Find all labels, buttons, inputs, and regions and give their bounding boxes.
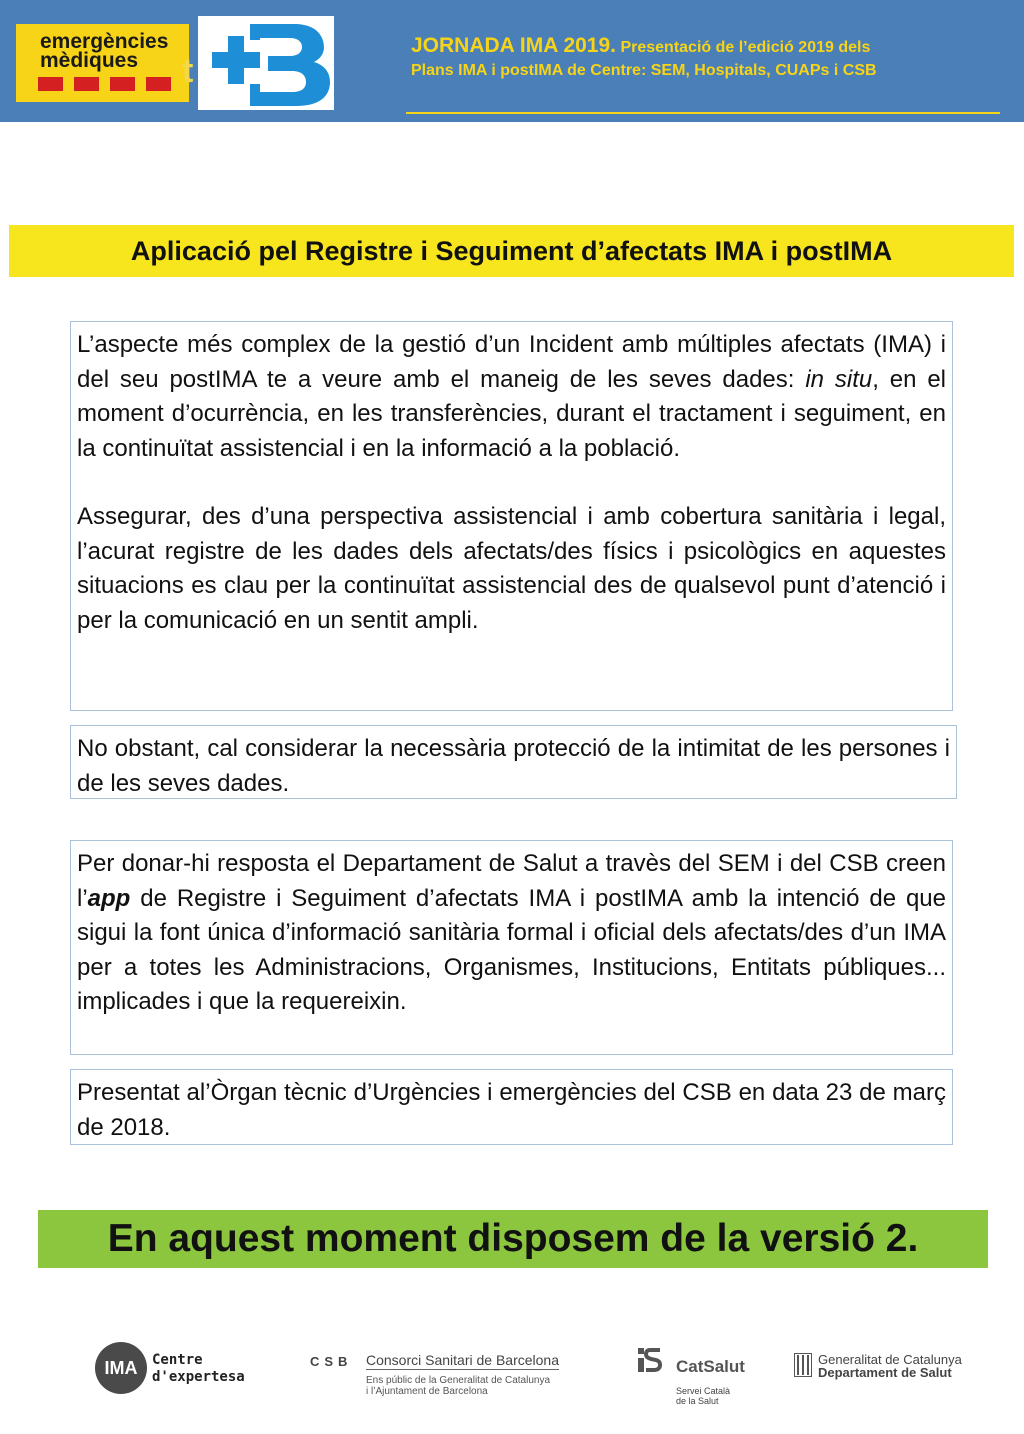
- catsalut-name: CatSalut: [676, 1357, 745, 1376]
- sem-logo-line2: mèdiques: [40, 49, 139, 72]
- italic-in-situ: in situ: [805, 365, 873, 393]
- catsalut-subtitle: Servei Català de la Salut: [676, 1386, 731, 1406]
- app-paragraph: Per donar-hi resposta el Departament de Salut a travès del SEM i del CSB creen l’app de Registre i Seguiment d’afectats IMA i postIMA amb la intenció de que sigui la font única d’informació sanitària formal i oficial dels afectats/des d’un IMA per a totes les Administracions, Organismes, Institucions, Entitats públiques... implicades i que la requereixin.: [77, 850, 946, 1015]
- catsalut-icon: [638, 1344, 666, 1376]
- text-box-presented: [70, 1069, 953, 1145]
- plus-b-logo: [198, 16, 334, 110]
- event-title-main: JORNADA IMA 2019.: [411, 34, 616, 57]
- csb-logo-mark: CSB: [310, 1354, 353, 1369]
- text-box-intro: [70, 321, 953, 711]
- generalitat-shield-icon: [794, 1353, 812, 1377]
- intro-paragraph-1: L’aspecte més complex de la gestió d’un Incident amb múltiples afectats (IMA) i del seu postIMA te a veure amb el maneig de les seves dades: in situ, en el moment d’ocurrència, en les transferències, durant el tractament i seguiment, en la continuïtat assistencial i en la informació a la població.: [77, 331, 946, 462]
- version-banner: En aquest moment disposem de la versió 2.: [38, 1210, 988, 1268]
- event-title: [411, 34, 1011, 80]
- sem-logo-line1: emergències: [40, 30, 169, 53]
- text-box-app: [70, 840, 953, 1055]
- header-divider: [406, 112, 1000, 114]
- app-word: app: [87, 884, 131, 912]
- sem-logo: [16, 24, 189, 102]
- header-bar: [0, 0, 1024, 122]
- event-title-sub: Presentació de l’edició 2019 dels: [616, 39, 871, 56]
- page-title: Aplicació pel Registre i Seguiment d’afectats IMA i postIMA: [9, 225, 1014, 277]
- csb-subtitle: Ens públic de la Generalitat de Catalunya i l’Ajuntament de Barcelona: [366, 1375, 551, 1397]
- text-box-privacy: [70, 725, 957, 799]
- event-title-line2: Plans IMA i postIMA de Centre: SEM, Hospitals, CUAPs i CSB: [411, 62, 877, 79]
- csb-name: Consorci Sanitari de Barcelona: [366, 1352, 559, 1368]
- ima-centre-label: Centre d'expertesa: [152, 1352, 245, 1385]
- privacy-paragraph: No obstant, cal considerar la necessària protecció de la intimitat de les persones i de les seves dades.: [77, 735, 950, 797]
- sem-red-stripes: [38, 77, 171, 91]
- intro-paragraph-2: Assegurar, des d’una perspectiva assistencial i amb cobertura sanitària i legal, l’acurat registre de les dades dels afectats/des físics i psicològics en aquestes situacions es clau per la continuïtat assistencial des de qualsevol punt d’atenció i per la comunicació en un sentit ampli.: [77, 503, 946, 634]
- ima-logo: IMA: [95, 1342, 147, 1394]
- sem-logo-partial-text: t: [182, 52, 194, 90]
- presented-paragraph: Presentat al’Òrgan tècnic d’Urgències i emergències del CSB en data 23 de març de 2018.: [77, 1079, 946, 1141]
- generalitat-label: Generalitat de Catalunya Departament de Salut: [818, 1352, 962, 1380]
